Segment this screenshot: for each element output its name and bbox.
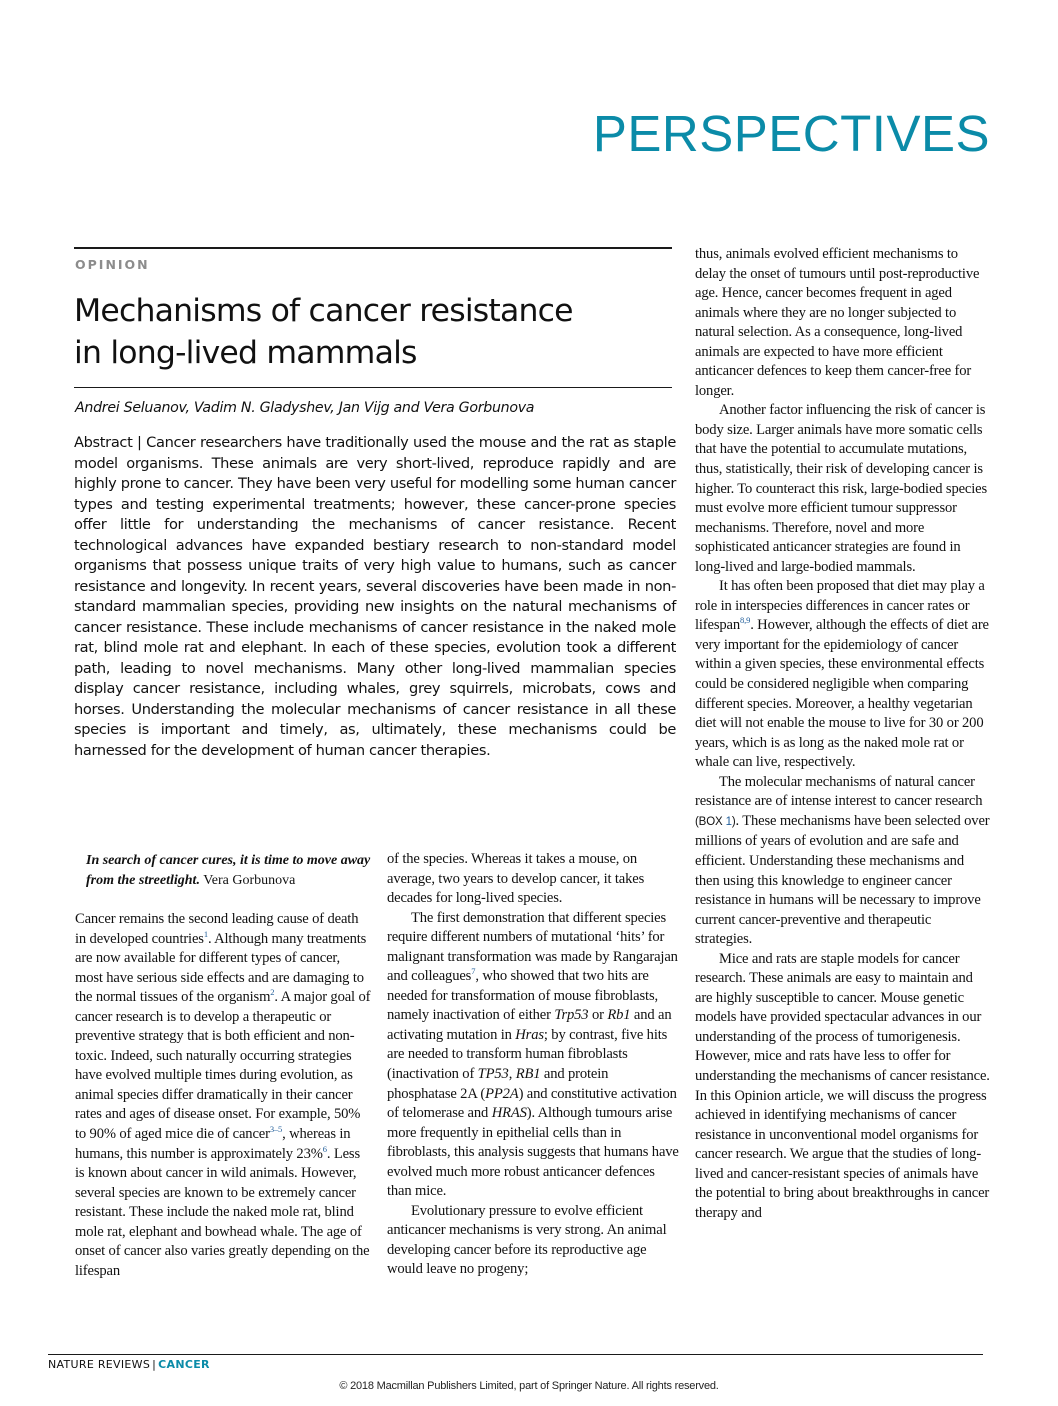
text-run: ; by contrast, five hits are needed to transform human fibroblasts (inactivation of bbox=[387, 1026, 668, 1083]
paragraph bbox=[695, 773, 991, 950]
reference-link[interactable]: 1 bbox=[203, 928, 208, 939]
body-column-3 bbox=[695, 245, 991, 1223]
paragraph: Another factor influencing the risk of cancer is body size. Larger animals have more somatic cells that have the potential to accumulate mutations, thus, statistically, their risk of developing cancer is higher. To counteract this risk, large-bodied species must evolve more efficient tumour suppressor mechanisms. Therefore, novel and more sophisticated anticancer strategies are found in long-lived and large-bodied mammals. bbox=[695, 402, 988, 575]
body-column-2 bbox=[387, 850, 679, 1280]
text-run: The first demonstration that different species require different numbers of mutational ‘hits’ for malignant transformation was made by Rangarajan and colleagues bbox=[387, 909, 678, 985]
text-run: , whereas in humans, this number is approximately 23% bbox=[75, 1126, 351, 1162]
text-run: It has often been proposed that diet may play a role in interspecies differences in cancer rates or lifespan bbox=[695, 578, 985, 634]
pull-quote bbox=[86, 851, 376, 890]
paragraph bbox=[75, 910, 371, 1281]
reference-link[interactable]: 7 bbox=[471, 966, 476, 977]
reference-link[interactable]: 3–5 bbox=[269, 1124, 283, 1135]
author-list: Andrei Seluanov, Vadim N. Gladyshev, Jan Vijg and Vera Gorbunova bbox=[75, 400, 535, 416]
gene-name: Trp53 bbox=[554, 1007, 589, 1024]
paragraph bbox=[695, 577, 991, 772]
journal-separator: | bbox=[152, 1358, 157, 1371]
journal-prefix: NATURE REVIEWS bbox=[48, 1358, 151, 1371]
text-run: or bbox=[588, 1007, 608, 1024]
text-run: , who showed that two hits are needed for transformation of mouse fibroblasts, namely inactivation of either bbox=[387, 968, 658, 1024]
text-run: . A major goal of cancer research is to develop a therapeutic or preventive strategy that is both efficient and non-toxic. Indeed, such naturally occurring strategies have evolved multiple times during evolution, as animal species differ dramatically in their cancer rates and ages of disease onset. For example, 50% to 90% of aged mice die of cancer bbox=[75, 989, 371, 1143]
section-header: PERSPECTIVES bbox=[592, 105, 990, 162]
paragraph: Evolutionary pressure to evolve efficient anticancer mechanisms is very strong. An animal developing cancer before its reproductive age would leave no progeny; bbox=[387, 1202, 667, 1278]
title-line: in long-lived mammals bbox=[74, 335, 417, 371]
box-number[interactable]: 1 bbox=[725, 815, 732, 828]
text-run: and protein phosphatase 2A ( bbox=[387, 1066, 609, 1102]
gene-name: HRAS bbox=[491, 1105, 527, 1122]
box-close: ) bbox=[731, 815, 736, 828]
abstract-text: Cancer researchers have traditionally used the mouse and the rat as staple model organisms. These animals are very short-lived, reproduce rapidly and are highly prone to cancer. They have been very useful for modelling some human cancer types and testing experimental treatments; however, these cancer-prone species offer little for understanding the mechanisms of cancer resistance. Recent technological advances have expanded bestiary research to non-standard model organisms that possess unique traits of very high value to humans, such as cancer resistance and longevity. In recent years, several discoveries have been made in non-standard mammalian species, providing new insights on the natural mechanisms of cancer resistance. These include mechanisms of cancer resistance in the naked mole rat, blind mole rat and elephant. In each of these species, evolution took a different path, leading to novel mechanisms. Many other long-lived mammalian species display cancer resistance, including whales, grey squirrels, microbats, cows and horses. Understanding the molecular mechanisms of cancer resistance in all these species is important and timely, as, ultimately, these mechanisms could be harnessed for the development of human cancer therapies. bbox=[74, 434, 676, 759]
pull-quote-attribution: Vera Gorbunova bbox=[199, 872, 296, 888]
text-run: ) and constitutive activation of telomerase and bbox=[387, 1085, 677, 1122]
text-run: Cancer remains the second leading cause of death in developed countries bbox=[75, 911, 359, 947]
gene-name: RB1 bbox=[515, 1066, 541, 1083]
text-run: ). Although tumours arise more frequently in epithelial cells than in fibroblasts, this analysis suggests that humans have evolved much more robust anticancer defences than mice. bbox=[387, 1105, 679, 1200]
text-run: . Although many treatments are now available for different types of cancer, most have serious side effects and are damaging to the normal tissues of the organism bbox=[75, 930, 367, 1006]
copyright-notice: © 2018 Macmillan Publishers Limited, part of Springer Nature. All rights reserved. bbox=[339, 1380, 719, 1392]
reference-link[interactable]: 6 bbox=[322, 1143, 327, 1154]
body-column-1 bbox=[75, 910, 371, 1281]
gene-name: Hras bbox=[515, 1026, 544, 1043]
title-divider bbox=[74, 387, 672, 388]
paragraph bbox=[387, 909, 679, 1202]
footer-divider bbox=[48, 1354, 983, 1355]
article-title bbox=[74, 290, 674, 374]
journal-footer bbox=[48, 1358, 210, 1371]
text-run: . These mechanisms have been selected over millions of years of evolution and are safe and efficient. Understanding these mechanisms and then using this knowledge to engineer cancer resistance in humans will be necessary to improve current cancer-preventive and therapeutic strategies. bbox=[695, 812, 990, 948]
text-run: , bbox=[508, 1066, 516, 1083]
reference-link[interactable]: 2 bbox=[270, 987, 275, 998]
header-divider bbox=[74, 247, 672, 249]
gene-name: PP2A bbox=[485, 1085, 519, 1102]
pull-quote-text: In search of cancer cures, it is time to move away from the streetlight. bbox=[86, 853, 371, 888]
text-run: . However, although the effects of diet are very important for the epidemiology of cancer within a given species, these environmental effects could be considered negligible when comparing different species. Moreover, a healthy vegetarian diet will not enable the mouse to live for 30 or 200 years, which is as long as the naked mole rat or whale can live, respectively. bbox=[695, 617, 989, 771]
abstract bbox=[74, 433, 676, 761]
paragraph: of the species. Whereas it takes a mouse, on average, two years to develop cancer, it takes decades for long-lived species. bbox=[387, 851, 645, 907]
gene-name: TP53 bbox=[477, 1066, 509, 1083]
abstract-label: Abstract | bbox=[74, 434, 147, 451]
text-run: and an activating mutation in bbox=[387, 1007, 672, 1043]
paragraph: Mice and rats are staple models for cancer research. These animals are easy to maintain and are highly susceptible to cancer. Mouse genetic models have provided spectacular advances in our understanding of the process of tumorigenesis. However, mice and rats have less to offer for understanding the mechanisms of cancer resistance. In this Opinion article, we will discuss the progress achieved in identifying mechanisms of cancer resistance in unconventional model organisms for cancer research. We argue that the studies of long-lived and cancer-resistant species of animals have the potential to bring about breakthroughs in cancer therapy and bbox=[695, 950, 990, 1221]
text-run: The molecular mechanisms of natural cancer resistance are of intense interest to cancer research bbox=[695, 773, 983, 810]
reference-link[interactable]: 8,9 bbox=[740, 615, 751, 626]
title-line: Mechanisms of cancer resistance bbox=[74, 293, 573, 329]
box-label: (BOX bbox=[695, 815, 726, 828]
paragraph: thus, animals evolved efficient mechanisms to delay the onset of tumours until post-reproductive age. Hence, cancer becomes frequent in aged animals where they are no longer subjected to natural selection. As a consequence, long-lived animals are expected to have more efficient anticancer defences to keep them cancer-free for longer. bbox=[695, 246, 980, 399]
text-run: . Less is known about cancer in wild animals. However, several species are known to be extremely cancer resistant. These include the naked mole rat, blind mole rat, elephant and bowhead whale. The age of onset of cancer also varies greatly depending on the lifespan bbox=[75, 1145, 370, 1279]
box-reference-link[interactable] bbox=[695, 816, 736, 828]
article-type-kicker: OPINION bbox=[75, 257, 150, 272]
journal-name: CANCER bbox=[158, 1358, 210, 1371]
gene-name: Rb1 bbox=[607, 1007, 631, 1024]
